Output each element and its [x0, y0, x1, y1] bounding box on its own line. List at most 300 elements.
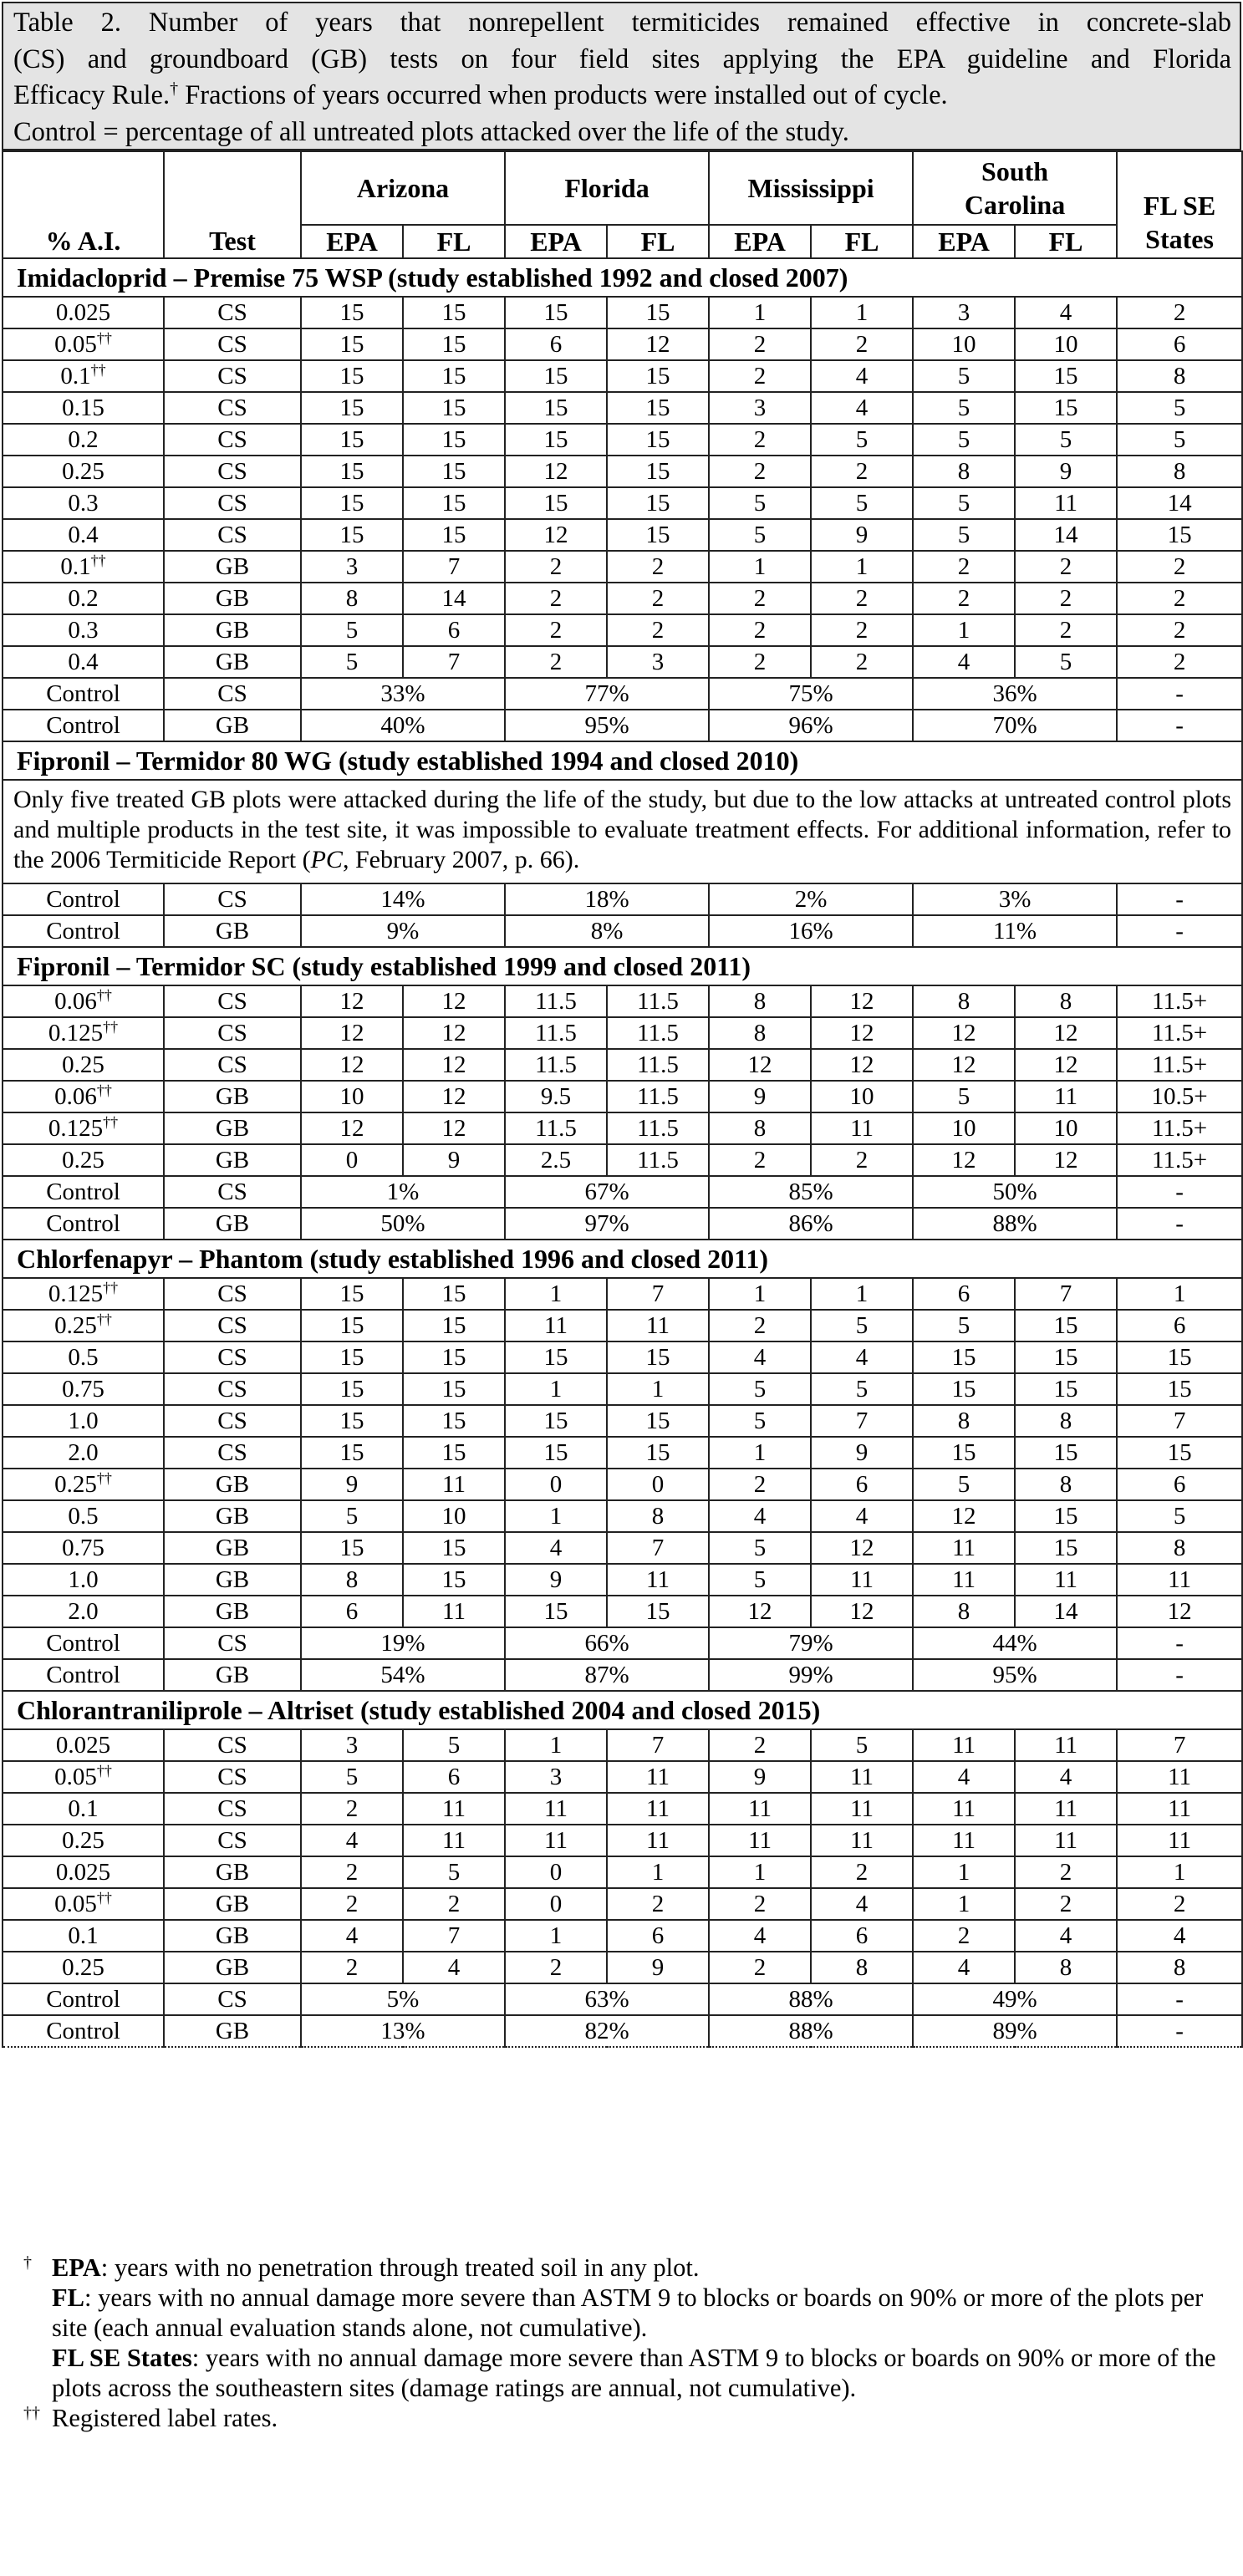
cell-value: 2 — [1117, 583, 1242, 614]
cell-test: GB — [164, 1500, 301, 1532]
cell-value: 2 — [1015, 583, 1117, 614]
cell-value: 7 — [1015, 1278, 1117, 1310]
cell-value: 1 — [709, 297, 811, 328]
table-row — [3, 1825, 1242, 1856]
cell-value: 15 — [607, 297, 709, 328]
cell-control-value: 70% — [913, 710, 1117, 741]
cell-value: 5 — [913, 1469, 1015, 1500]
cell-value: 15 — [403, 1373, 505, 1405]
ai-value: 1.0 — [68, 1407, 99, 1434]
cell-value: - — [1117, 678, 1242, 710]
cell-value: 11 — [505, 1310, 607, 1341]
ai-value: 0.025 — [55, 1858, 111, 1886]
cell-test: CS — [164, 424, 301, 456]
cell-value: 15 — [403, 1532, 505, 1564]
cell-value: 3 — [301, 551, 403, 583]
cell-value: 7 — [811, 1405, 913, 1437]
cell-value: 14 — [403, 583, 505, 614]
cell-value: 1 — [505, 1500, 607, 1532]
cell-value: 6 — [1117, 328, 1242, 360]
cell-value: 5 — [301, 614, 403, 646]
cell-value: 4 — [709, 1920, 811, 1952]
cell-value: 12 — [301, 1049, 403, 1081]
table-row — [3, 583, 1242, 614]
control-row — [3, 1208, 1242, 1240]
cell-value: 15 — [505, 297, 607, 328]
cell-ai — [3, 1952, 164, 1983]
cell-control-value: 95% — [505, 710, 709, 741]
label-rate-mark: †† — [96, 1081, 112, 1098]
footnote-term: FL — [52, 2283, 84, 2312]
cell-value: 2 — [709, 614, 811, 646]
cell-test: CS — [164, 1729, 301, 1761]
cell-value: 8 — [301, 583, 403, 614]
cell-value: - — [1117, 1983, 1242, 2015]
cell-value: 6 — [1117, 1469, 1242, 1500]
cell-value: 9 — [709, 1761, 811, 1793]
cell-value: 2.5 — [505, 1144, 607, 1176]
col-header-state: South Carolina — [913, 151, 1117, 225]
ai-value: 0.4 — [68, 648, 99, 675]
cell-value: 4 — [811, 392, 913, 424]
cell-ai — [3, 1112, 164, 1144]
cell-value: 9 — [607, 1952, 709, 1983]
table-row — [3, 1469, 1242, 1500]
cell-value: 2 — [301, 1793, 403, 1825]
cell-value: 11 — [811, 1825, 913, 1856]
cell-value: 15 — [301, 392, 403, 424]
cell-test: CS — [164, 1049, 301, 1081]
cell-value: 2 — [913, 583, 1015, 614]
cell-value: 10 — [811, 1081, 913, 1112]
cell-value: 1 — [505, 1729, 607, 1761]
table-row — [3, 1729, 1242, 1761]
footnote — [23, 2403, 1219, 2433]
cell-value: 4 — [811, 1500, 913, 1532]
control-row — [3, 1983, 1242, 2015]
cell-value: 14 — [1015, 519, 1117, 551]
cell-value: 5 — [709, 519, 811, 551]
cell-control-value: 50% — [913, 1176, 1117, 1208]
table-row — [3, 1500, 1242, 1532]
cell-value: 7 — [1117, 1405, 1242, 1437]
col-header-epa: EPA — [709, 225, 811, 258]
cell-value: 15 — [607, 1596, 709, 1627]
cell-ai: Control — [3, 883, 164, 915]
cell-value: 11 — [709, 1793, 811, 1825]
cell-value: 8 — [1117, 456, 1242, 487]
cell-value: 2 — [811, 646, 913, 678]
table-row — [3, 487, 1242, 519]
cell-value: 1 — [811, 297, 913, 328]
cell-control-value: 3% — [913, 883, 1117, 915]
cell-value: 2 — [709, 1952, 811, 1983]
cell-value: 2 — [811, 583, 913, 614]
cell-value: 11 — [913, 1729, 1015, 1761]
cell-test: CS — [164, 678, 301, 710]
cell-value: 2 — [1117, 297, 1242, 328]
cell-ai: Control — [3, 1627, 164, 1659]
cell-value: 12 — [505, 519, 607, 551]
cell-value: 5 — [1117, 392, 1242, 424]
cell-value: - — [1117, 1208, 1242, 1240]
cell-value: 15 — [913, 1341, 1015, 1373]
cell-value: 1 — [913, 614, 1015, 646]
col-header-epa: EPA — [913, 225, 1015, 258]
cell-test: CS — [164, 1278, 301, 1310]
cell-value: 4 — [1015, 297, 1117, 328]
cell-test: CS — [164, 1373, 301, 1405]
control-row — [3, 2015, 1242, 2047]
cell-value: 7 — [607, 1278, 709, 1310]
cell-value: 11 — [403, 1469, 505, 1500]
cell-test: GB — [164, 2015, 301, 2047]
cell-value: 8 — [1015, 1405, 1117, 1437]
cell-value: 11.5+ — [1117, 1144, 1242, 1176]
cell-value: 2 — [709, 424, 811, 456]
cell-value: 10 — [913, 328, 1015, 360]
cell-value: 14 — [1015, 1596, 1117, 1627]
cell-value: 15 — [913, 1437, 1015, 1469]
cell-value: 11.5+ — [1117, 1112, 1242, 1144]
cell-value: 11.5 — [607, 1144, 709, 1176]
control-row — [3, 1176, 1242, 1208]
cell-value: 7 — [403, 551, 505, 583]
cell-ai — [3, 1856, 164, 1888]
cell-value: 1 — [1117, 1278, 1242, 1310]
cell-ai — [3, 519, 164, 551]
cell-test: GB — [164, 646, 301, 678]
table-row — [3, 1017, 1242, 1049]
cell-value: 11.5 — [607, 1017, 709, 1049]
cell-value: 11 — [1117, 1761, 1242, 1793]
cell-ai — [3, 487, 164, 519]
cell-ai — [3, 1469, 164, 1500]
ai-value: 0.05 — [54, 1763, 97, 1790]
cell-value: 12 — [709, 1049, 811, 1081]
cell-value: 12 — [1015, 1144, 1117, 1176]
cell-value: 15 — [607, 392, 709, 424]
cell-value: 8 — [709, 1112, 811, 1144]
ai-value: 0.5 — [68, 1343, 99, 1371]
cell-value: 5 — [811, 1310, 913, 1341]
cell-value: - — [1117, 883, 1242, 915]
cell-value: 11.5 — [505, 1017, 607, 1049]
cell-value: 15 — [301, 1532, 403, 1564]
cell-value: 15 — [301, 1310, 403, 1341]
cell-value: 4 — [913, 646, 1015, 678]
ai-value: 0.75 — [62, 1534, 104, 1561]
table-row — [3, 1952, 1242, 1983]
cell-value: 1 — [505, 1373, 607, 1405]
cell-value: 15 — [403, 519, 505, 551]
ai-value: 0.2 — [68, 584, 99, 612]
table-row — [3, 551, 1242, 583]
cell-value: 11 — [1015, 1564, 1117, 1596]
table-row — [3, 1596, 1242, 1627]
table-row — [3, 1049, 1242, 1081]
cell-value: 12 — [301, 1112, 403, 1144]
cell-value: 3 — [505, 1761, 607, 1793]
cell-value: 5 — [1015, 646, 1117, 678]
cell-ai: Control — [3, 678, 164, 710]
cell-value: 15 — [403, 487, 505, 519]
cell-value: 15 — [505, 1405, 607, 1437]
cell-test: GB — [164, 1144, 301, 1176]
col-header-fl: FL — [607, 225, 709, 258]
cell-value: 11 — [403, 1793, 505, 1825]
cell-value: 5 — [811, 487, 913, 519]
cell-value: 15 — [607, 487, 709, 519]
cell-ai — [3, 1793, 164, 1825]
cell-value: 11.5 — [505, 985, 607, 1017]
dagger-mark: † — [170, 79, 179, 99]
cell-value: 1 — [709, 1278, 811, 1310]
cell-value: 4 — [505, 1532, 607, 1564]
table-row — [3, 1856, 1242, 1888]
cell-value: 4 — [403, 1952, 505, 1983]
cell-value: 12 — [301, 1017, 403, 1049]
cell-value: 12 — [811, 985, 913, 1017]
cell-control-value: 89% — [913, 2015, 1117, 2047]
col-header-fl: FL — [1015, 225, 1117, 258]
cell-value: 2 — [403, 1888, 505, 1920]
cell-ai: Control — [3, 2015, 164, 2047]
cell-value: - — [1117, 710, 1242, 741]
cell-control-value: 11% — [913, 915, 1117, 947]
cell-test: GB — [164, 1888, 301, 1920]
cell-value: 2 — [709, 360, 811, 392]
cell-test: GB — [164, 551, 301, 583]
cell-value: 11 — [1015, 1825, 1117, 1856]
cell-value: 11 — [1015, 487, 1117, 519]
cell-value: 1 — [505, 1278, 607, 1310]
cell-value: 7 — [403, 646, 505, 678]
cell-value: 12 — [1015, 1017, 1117, 1049]
cell-value: 0 — [505, 1888, 607, 1920]
ai-value: 0.125 — [48, 1280, 104, 1307]
ai-value: 0.25 — [62, 1146, 104, 1173]
cell-value: 10 — [301, 1081, 403, 1112]
cell-value: 15 — [1015, 1341, 1117, 1373]
cell-value: 8 — [913, 1405, 1015, 1437]
cell-control-value: 33% — [301, 678, 505, 710]
cell-test: CS — [164, 1341, 301, 1373]
cell-value: 4 — [709, 1500, 811, 1532]
cell-value: 9 — [709, 1081, 811, 1112]
cell-value: 5 — [301, 1500, 403, 1532]
table-row — [3, 360, 1242, 392]
cell-value: 8 — [811, 1952, 913, 1983]
cell-value: 5 — [1015, 424, 1117, 456]
cell-value: 1 — [913, 1856, 1015, 1888]
footnote — [23, 2253, 1219, 2283]
cell-value: 1 — [709, 551, 811, 583]
col-header-epa: EPA — [301, 225, 403, 258]
cell-value: 5 — [913, 1310, 1015, 1341]
ai-value: 0.1 — [68, 1795, 99, 1822]
cell-value: 12 — [1117, 1596, 1242, 1627]
cell-value: 11 — [505, 1825, 607, 1856]
cell-value: 11 — [1015, 1793, 1117, 1825]
cell-value: 11 — [403, 1825, 505, 1856]
table-row — [3, 1532, 1242, 1564]
section-title: Chlorfenapyr – Phantom (study established 1996 and closed 2011) — [3, 1240, 1242, 1278]
cell-value: 10 — [403, 1500, 505, 1532]
cell-control-value: 63% — [505, 1983, 709, 2015]
ai-value: 0.06 — [54, 987, 97, 1015]
cell-value: 10 — [913, 1112, 1015, 1144]
footnote — [23, 2283, 1219, 2343]
cell-value: 0 — [505, 1469, 607, 1500]
cell-value: 11 — [505, 1793, 607, 1825]
cell-value: 12 — [913, 1500, 1015, 1532]
cell-value: 11 — [811, 1761, 913, 1793]
cell-value: 11 — [913, 1825, 1015, 1856]
col-header-fl: FL — [811, 225, 913, 258]
cell-ai — [3, 1729, 164, 1761]
cell-value: 2 — [709, 1729, 811, 1761]
cell-value: 2 — [607, 1888, 709, 1920]
cell-value: 3 — [709, 392, 811, 424]
cell-value: 11 — [1015, 1729, 1117, 1761]
table-row — [3, 456, 1242, 487]
cell-value: 4 — [811, 1341, 913, 1373]
cell-control-value: 88% — [709, 2015, 913, 2047]
cell-value: 2 — [505, 1952, 607, 1983]
table-row — [3, 297, 1242, 328]
cell-value: 11.5 — [607, 1081, 709, 1112]
table-row — [3, 1112, 1242, 1144]
cell-value: 6 — [607, 1920, 709, 1952]
cell-control-value: 85% — [709, 1176, 913, 1208]
cell-ai — [3, 360, 164, 392]
ai-value: 0.4 — [68, 521, 99, 548]
cell-ai — [3, 297, 164, 328]
cell-value: 5 — [1117, 424, 1242, 456]
cell-control-value: 19% — [301, 1627, 505, 1659]
cell-ai: Control — [3, 1659, 164, 1691]
cell-control-value: 95% — [913, 1659, 1117, 1691]
cell-ai — [3, 1278, 164, 1310]
cell-control-value: 50% — [301, 1208, 505, 1240]
cell-value: 9 — [811, 519, 913, 551]
control-row — [3, 710, 1242, 741]
cell-value: 11.5 — [607, 1112, 709, 1144]
cell-value: 5 — [1117, 1500, 1242, 1532]
cell-value: 6 — [811, 1920, 913, 1952]
footnote-mark: †† — [23, 2404, 40, 2422]
ai-value: 0.25 — [54, 1470, 97, 1498]
cell-test: CS — [164, 1405, 301, 1437]
cell-ai — [3, 1825, 164, 1856]
cell-control-value: 99% — [709, 1659, 913, 1691]
ai-value: 0.1 — [60, 362, 91, 389]
cell-value: - — [1117, 915, 1242, 947]
cell-value: 4 — [811, 1888, 913, 1920]
cell-ai: Control — [3, 1983, 164, 2015]
cell-value: 10 — [1015, 328, 1117, 360]
cell-ai — [3, 328, 164, 360]
cell-value: 3 — [301, 1729, 403, 1761]
cell-control-value: 66% — [505, 1627, 709, 1659]
cell-value: 5 — [709, 487, 811, 519]
cell-value: 11 — [607, 1793, 709, 1825]
cell-value: 9 — [505, 1564, 607, 1596]
cell-value: 11.5 — [607, 985, 709, 1017]
ai-value: 2.0 — [68, 1438, 99, 1466]
cell-value: 15 — [1117, 519, 1242, 551]
cell-ai — [3, 646, 164, 678]
cell-value: 15 — [403, 392, 505, 424]
table-row — [3, 392, 1242, 424]
cell-control-value: 88% — [709, 1983, 913, 2015]
footnote-text: : years with no penetration through treated soil in any plot. — [100, 2253, 700, 2282]
cell-value: 2 — [709, 456, 811, 487]
label-rate-mark: †† — [103, 1017, 119, 1035]
cell-value: 11 — [403, 1596, 505, 1627]
cell-value: 2 — [1117, 551, 1242, 583]
caption-line: Table 2. Number of years that nonrepellent termiticides remained effective in concrete-slab — [13, 8, 1231, 38]
cell-value: 8 — [1117, 1952, 1242, 1983]
cell-value: 15 — [301, 297, 403, 328]
cell-test: GB — [164, 614, 301, 646]
cell-ai — [3, 1437, 164, 1469]
ai-value: 0.125 — [48, 1019, 104, 1046]
cell-ai — [3, 551, 164, 583]
ai-value: 0.05 — [54, 330, 97, 358]
cell-value: 15 — [913, 1373, 1015, 1405]
cell-ai — [3, 1049, 164, 1081]
ai-value: 0.125 — [48, 1114, 104, 1142]
cell-test: CS — [164, 1761, 301, 1793]
cell-value: 15 — [301, 1373, 403, 1405]
cell-value: 11 — [913, 1564, 1015, 1596]
cell-control-value: 5% — [301, 1983, 505, 2015]
cell-value: 15 — [505, 1437, 607, 1469]
cell-test: CS — [164, 1437, 301, 1469]
note-text: , February 2007, p. 66). — [342, 846, 580, 873]
cell-value: 15 — [403, 1437, 505, 1469]
cell-value: 11 — [811, 1793, 913, 1825]
cell-value: 12 — [403, 985, 505, 1017]
ai-value: 0.25 — [62, 457, 104, 485]
cell-value: 15 — [403, 360, 505, 392]
table-row — [3, 1564, 1242, 1596]
footnote-text: : years with no annual damage more severe than ASTM 9 to blocks or boards on 90% or more of the plots across the southeastern sites (damage ratings are annual, not cumulative). — [52, 2344, 1216, 2402]
cell-value: 15 — [1015, 1373, 1117, 1405]
col-header-state: Florida — [505, 151, 709, 225]
section-row — [3, 741, 1242, 780]
cell-value: 1 — [709, 1856, 811, 1888]
cell-test: CS — [164, 1627, 301, 1659]
cell-value: 5 — [913, 487, 1015, 519]
cell-value: 11 — [1117, 1564, 1242, 1596]
ai-value: 1.0 — [68, 1565, 99, 1593]
cell-value: 15 — [505, 1341, 607, 1373]
cell-test: CS — [164, 1017, 301, 1049]
cell-value: 2 — [1117, 646, 1242, 678]
label-rate-mark: †† — [96, 985, 112, 1003]
cell-value: 11 — [709, 1825, 811, 1856]
cell-value: 6 — [403, 1761, 505, 1793]
cell-test: CS — [164, 1176, 301, 1208]
table-row — [3, 328, 1242, 360]
cell-test: CS — [164, 519, 301, 551]
cell-value: 8 — [301, 1564, 403, 1596]
label-rate-mark: †† — [103, 1278, 119, 1296]
cell-test: GB — [164, 1659, 301, 1691]
